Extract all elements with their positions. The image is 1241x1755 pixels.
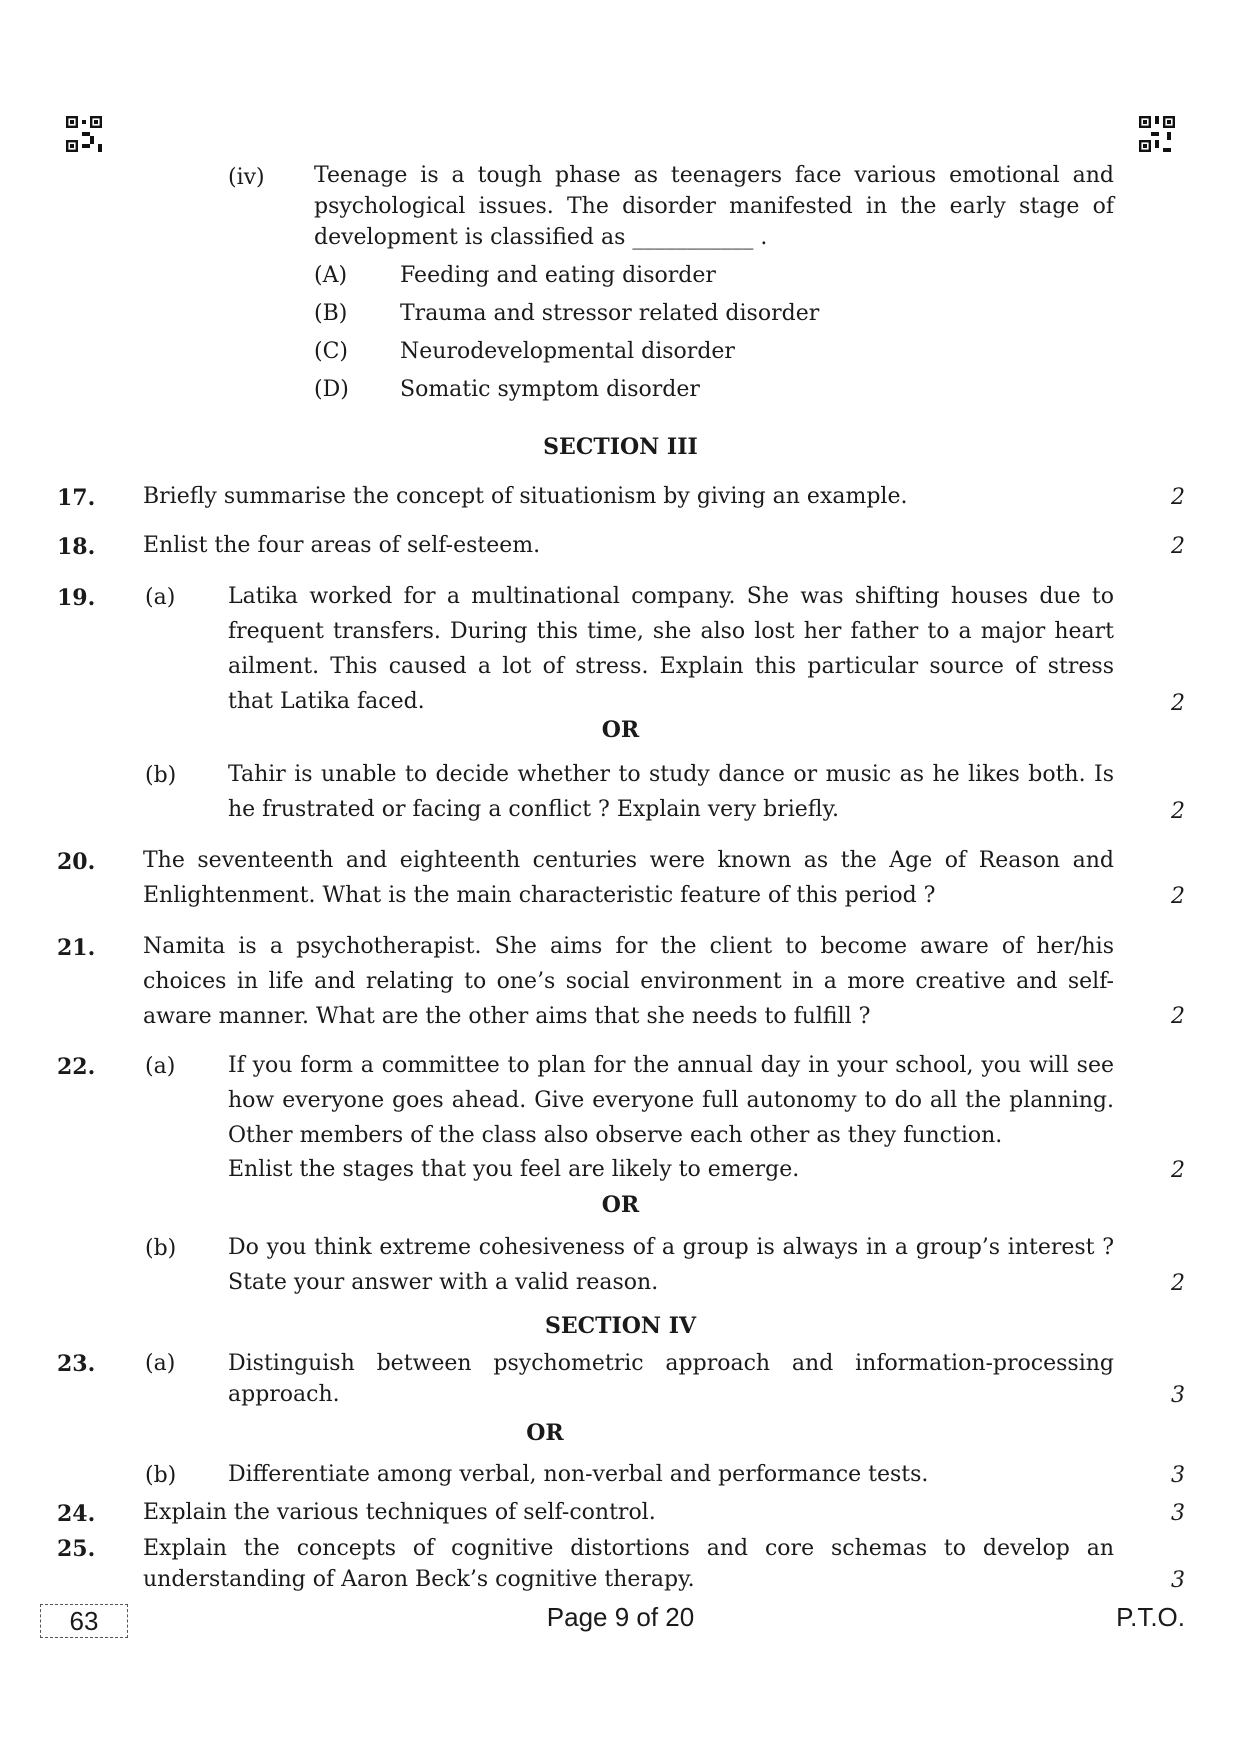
option-c-text: Neurodevelopmental disorder bbox=[400, 339, 735, 364]
q25-marks: 3 bbox=[1171, 1568, 1185, 1593]
q17-number: 17. bbox=[57, 485, 96, 511]
q21-number: 21. bbox=[57, 935, 96, 961]
qr-code-left bbox=[66, 116, 102, 152]
q21-marks: 2 bbox=[1171, 1004, 1185, 1029]
q23-number: 23. bbox=[57, 1351, 96, 1377]
q22-or: OR bbox=[601, 1192, 640, 1218]
q20-text: The seventeenth and eighteenth centuries were known as the Age of Reason and Enlightenment. What is the main characteristic feature of this period ? bbox=[143, 848, 1114, 908]
option-c-letter: (C) bbox=[314, 339, 348, 364]
q23-b-marks: 3 bbox=[1171, 1463, 1185, 1488]
q17-marks: 2 bbox=[1171, 485, 1185, 510]
q19-a-label: (a) bbox=[145, 585, 176, 610]
q24-text: Explain the various techniques of self-control. bbox=[143, 1500, 656, 1525]
paper-code: 63 bbox=[40, 1604, 128, 1638]
q24-marks: 3 bbox=[1171, 1501, 1185, 1526]
q22-number: 22. bbox=[57, 1054, 96, 1080]
q22-b-marks: 2 bbox=[1171, 1271, 1185, 1296]
q19-or: OR bbox=[601, 717, 640, 743]
q23-b-text: Differentiate among verbal, non-verbal and performance tests. bbox=[228, 1462, 929, 1487]
q23-a-text: Distinguish between psychometric approach and information-processing approach. bbox=[228, 1351, 1114, 1407]
q22-a-marks: 2 bbox=[1171, 1158, 1185, 1183]
page-number: Page 9 of 20 bbox=[546, 1602, 695, 1632]
q19-b-marks: 2 bbox=[1171, 799, 1185, 824]
q22-b-text: Do you think extreme cohesiveness of a group is always in a group’s interest ? State your answer with a valid reason. bbox=[228, 1235, 1114, 1295]
q19-number: 19. bbox=[57, 585, 96, 611]
q20-number: 20. bbox=[57, 849, 96, 875]
q22-a-text2: Enlist the stages that you feel are likely to emerge. bbox=[228, 1157, 800, 1182]
option-d-text: Somatic symptom disorder bbox=[400, 377, 700, 402]
q25-text: Explain the concepts of cognitive distortions and core schemas to develop an understanding of Aaron Beck’s cognitive therapy. bbox=[143, 1536, 1114, 1592]
q16-iv-text: Teenage is a tough phase as teenagers face various emotional and psychological issues. The disorder manifested in the early stage of development is classified as ___________ . bbox=[314, 163, 1114, 250]
q23-or: OR bbox=[526, 1420, 564, 1446]
q19-a-marks: 2 bbox=[1171, 691, 1185, 716]
q22-a-label: (a) bbox=[145, 1054, 176, 1079]
option-b-text: Trauma and stressor related disorder bbox=[400, 301, 820, 326]
q23-b-label: (b) bbox=[145, 1463, 177, 1488]
q19-b-text: Tahir is unable to decide whether to study dance or music as he likes both. Is he frustrated or facing a conflict ? Explain very briefly. bbox=[228, 762, 1114, 822]
q19-a-text: Latika worked for a multinational company. She was shifting houses due to frequent transfers. During this time, she also lost her father to a major heart ailment. This caused a lot of stress. Explain this particular source of stress that Latika faced. bbox=[228, 584, 1114, 714]
q18-number: 18. bbox=[57, 534, 96, 560]
option-a-letter: (A) bbox=[314, 263, 348, 288]
q21-text: Namita is a psychotherapist. She aims for the client to become aware of her/his choices in life and relating to one’s social environment in a more creative and self-aware manner. What are the other aims that she needs to fulfill ? bbox=[143, 934, 1114, 1029]
option-b-letter: (B) bbox=[314, 301, 348, 326]
section-3-heading: SECTION III bbox=[543, 434, 698, 460]
q19-b-label: (b) bbox=[145, 763, 177, 788]
q23-a-label: (a) bbox=[145, 1351, 176, 1376]
option-a-text: Feeding and eating disorder bbox=[400, 263, 716, 288]
q17-text: Briefly summarise the concept of situationism by giving an example. bbox=[143, 484, 908, 509]
q24-number: 24. bbox=[57, 1501, 96, 1527]
q25-number: 25. bbox=[57, 1536, 96, 1562]
q22-a-text: If you form a committee to plan for the annual day in your school, you will see how everyone goes ahead. Give everyone full autonomy to do all the planning. Other members of the class also observe each other as they function. bbox=[228, 1053, 1114, 1148]
option-d-letter: (D) bbox=[314, 377, 349, 402]
q18-marks: 2 bbox=[1171, 534, 1185, 559]
q23-a-marks: 3 bbox=[1171, 1383, 1185, 1408]
pto-label: P.T.O. bbox=[1116, 1602, 1185, 1632]
section-4-heading: SECTION IV bbox=[544, 1313, 697, 1339]
q16-iv-label: (iv) bbox=[228, 165, 265, 190]
q20-marks: 2 bbox=[1171, 884, 1185, 909]
q18-text: Enlist the four areas of self-esteem. bbox=[143, 533, 541, 558]
qr-code-right bbox=[1139, 116, 1175, 152]
q22-b-label: (b) bbox=[145, 1236, 177, 1261]
